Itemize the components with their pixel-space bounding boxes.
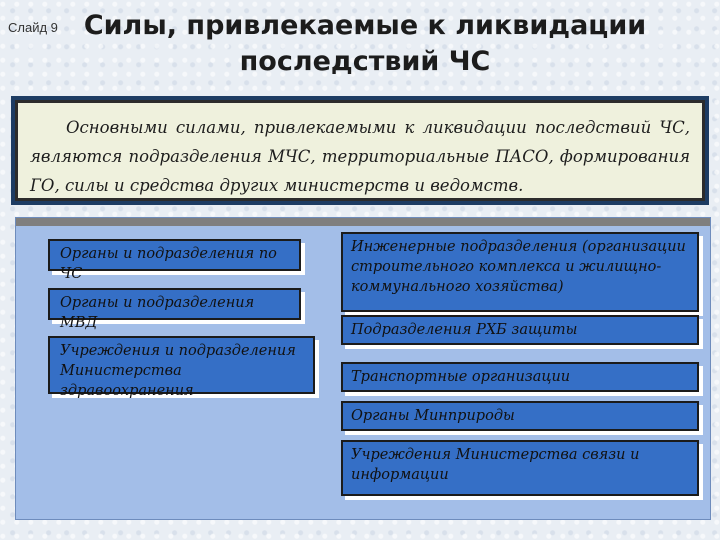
slide-title: Силы, привлекаемые к ликвидации последствий ЧС <box>83 10 647 77</box>
force-box-engineering-units: Инженерные подразделения (организации строительного комплекса и жилищно-коммунального хозяйства) <box>341 232 699 312</box>
force-box-communications-ministry: Учреждения Министерства связи и информации <box>341 440 699 496</box>
force-box-health-ministry: Учреждения и подразделения Министерства здравоохранения <box>48 336 315 394</box>
force-box-rchb-units: Подразделения РХБ защиты <box>341 315 699 345</box>
force-box-nature-ministry: Органы Минприроды <box>341 401 699 431</box>
force-box-mvd-units: Органы и подразделения МВД <box>48 288 301 320</box>
slide-label: Слайд 9 <box>8 20 58 35</box>
intro-text-box: Основными силами, привлекаемыми к ликвидации последствий ЧС, являются подразделения МЧС, территориальные ПАСО, формирования ГО, силы и средства других министерств и ведомств. <box>15 100 705 201</box>
force-box-emergency-units: Органы и подразделения по ЧС <box>48 239 301 271</box>
force-box-transport: Транспортные организации <box>341 362 699 392</box>
forces-panel <box>15 217 711 520</box>
